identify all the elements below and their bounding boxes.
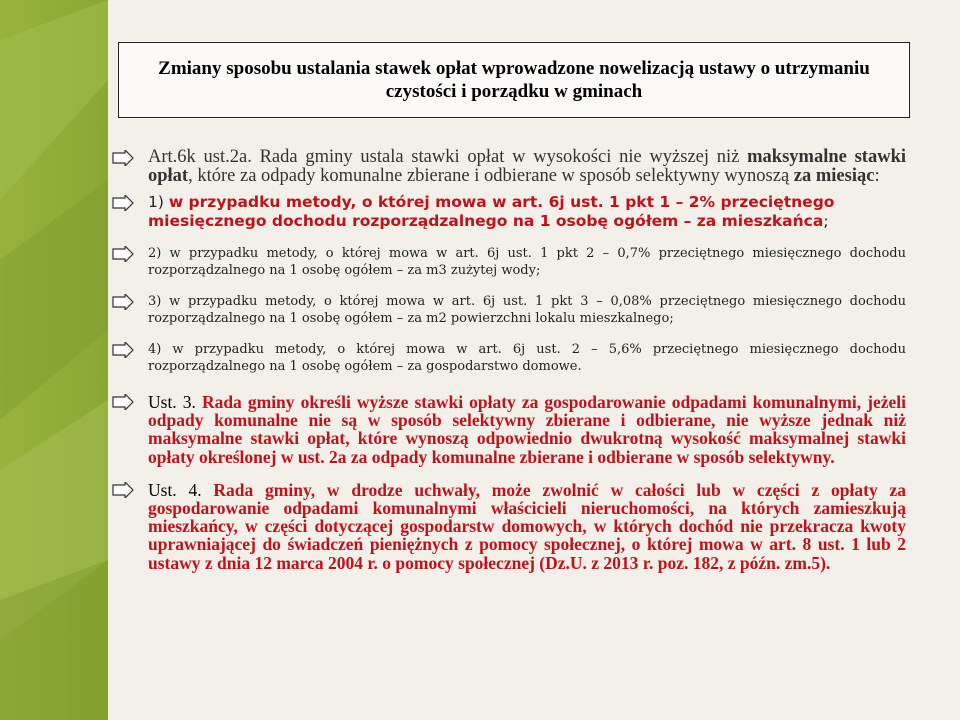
arrow-bullet-icon: [112, 195, 134, 211]
list-item: [112, 193, 906, 231]
list-item: [112, 246, 906, 279]
arrow-bullet-icon: [112, 342, 134, 358]
list-item: [112, 393, 906, 466]
list-item: [112, 342, 906, 375]
slide-content: [112, 148, 906, 572]
item-text: 2) w przypadku metody, o której mowa w art. 6j ust. 1 pkt 2 – 0,7% przeciętnego miesięcznego dochodu rozporządzalnego na 1 osobę ogółem – za m3 zużytej wody;: [148, 246, 906, 278]
item-text: 1) w przypadku metody, o której mowa w art. 6j ust. 1 pkt 1 – 2% przeciętnego miesięcznego dochodu rozporządzalnego na 1 osobę ogółem – za mieszkańca;: [148, 193, 835, 230]
slide-title: Zmiany sposobu ustalania stawek opłat wprowadzone nowelizacją ustawy o utrzymaniu czystości i porządku w gminach: [158, 58, 870, 102]
list-item: [112, 481, 906, 572]
item-text: Art.6k ust.2a. Rada gminy ustala stawki opłat w wysokości nie wyższej niż maksymalne stawki opłat, które za odpady komunalne zbierane i odbierane w sposób selektywny wynoszą za miesiąc:: [148, 147, 906, 186]
item-text: Ust. 4. Rada gminy, w drodze uchwały, może zwolnić w całości lub w części z opłaty za gospodarowanie odpadami komunalnymi właścicieli nieruchomości, na których zamieszkują mieszkańcy, w części dotyczącej gospodarstw domowych, w których dochód nie przekracza kwoty uprawniającej do świadczeń pieniężnych z pomocy społecznej, o której mowa w art. 8 ust. 1 lub 2 ustawy z dnia 12 marca 2004 r. o pomocy społecznej (Dz.U. z 2013 r. poz. 182, z późn. zm.5).: [148, 479, 906, 573]
item-text: 3) w przypadku metody, o której mowa w art. 6j ust. 1 pkt 3 – 0,08% przeciętnego miesięcznego dochodu rozporządzalnego na 1 osobę ogółem – za m2 powierzchni lokalu mieszkalnego;: [148, 294, 906, 326]
sidebar-stripes: [0, 0, 108, 720]
arrow-bullet-icon: [112, 294, 134, 310]
arrow-bullet-icon: [112, 246, 134, 262]
arrow-bullet-icon: [112, 482, 134, 498]
arrow-bullet-icon: [112, 394, 134, 410]
decorative-sidebar: [0, 0, 108, 720]
title-box: [118, 42, 910, 118]
item-text: 4) w przypadku metody, o której mowa w art. 6j ust. 2 – 5,6% przeciętnego miesięcznego dochodu rozporządzalnego na 1 osobę ogółem – za gospodarstwo domowe.: [148, 342, 906, 374]
list-item: [112, 148, 906, 186]
arrow-bullet-icon: [112, 150, 134, 166]
list-item: [112, 294, 906, 327]
item-text: Ust. 3. Rada gminy określi wyższe stawki opłaty za gospodarowanie odpadami komunalnymi, jeżeli odpady komunalne nie są w sposób selektywny zbierane i odbierane, nie wyższe jednak niż maksymalne stawki opłat, które wynoszą odpowiednio dwukrotną wysokość maksymalnej stawki opłaty określonej w ust. 2a za odpady komunalne zbierane i odbierane w sposób selektywny.: [148, 392, 907, 467]
